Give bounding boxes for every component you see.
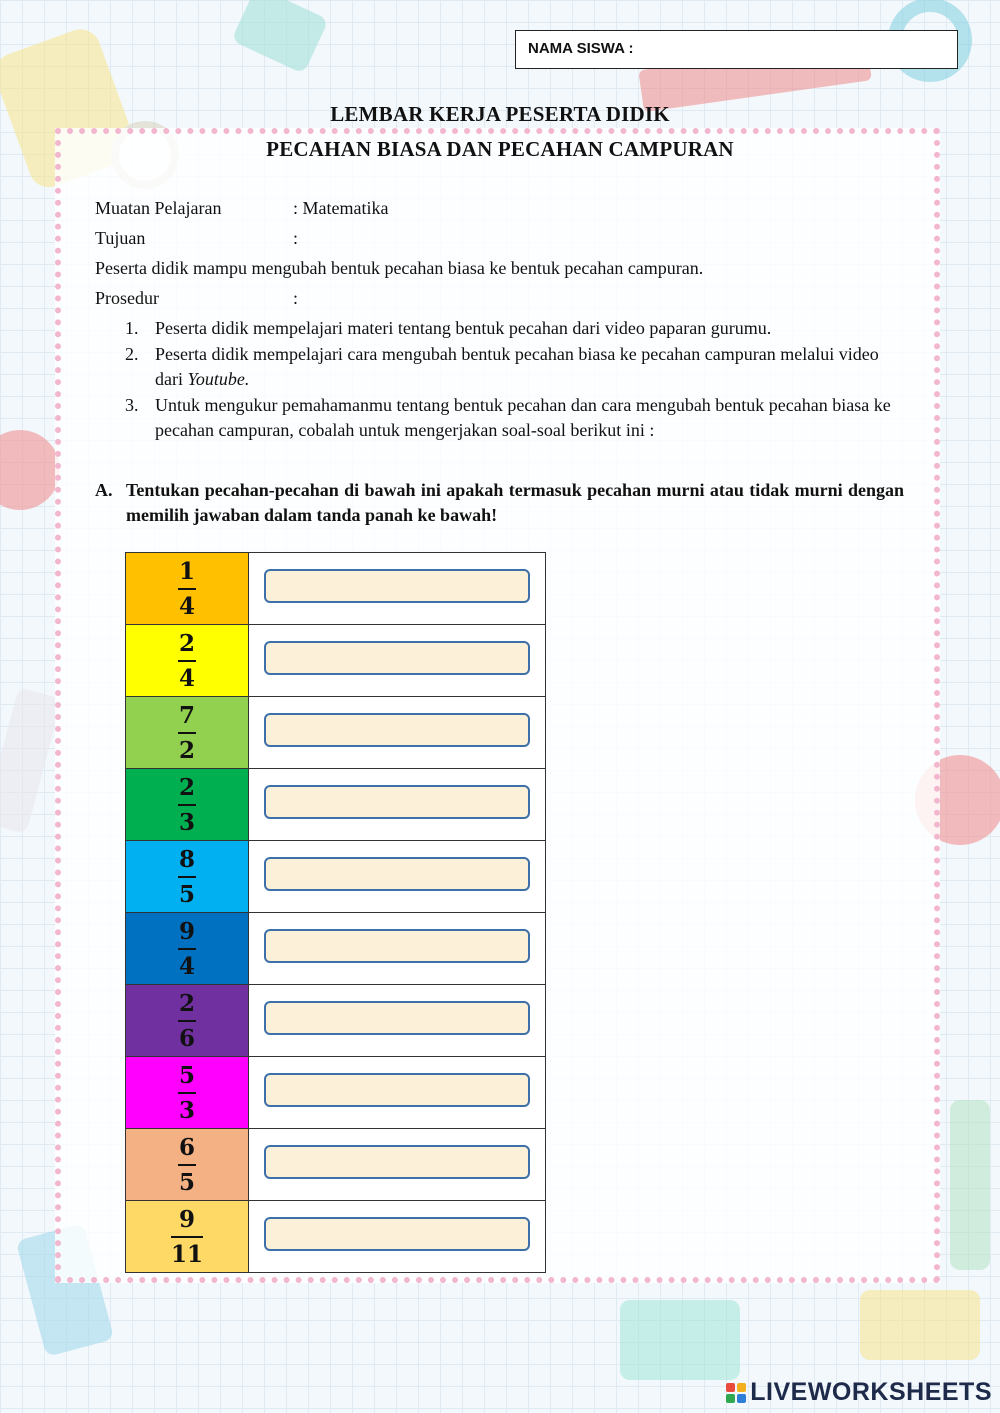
procedure-row xyxy=(95,288,298,309)
fraction xyxy=(178,846,196,908)
fraction-bar xyxy=(178,732,196,734)
worksheet-subtitle: PECAHAN BIASA DAN PECAHAN CAMPURAN xyxy=(266,137,734,161)
fraction-denominator: 6 xyxy=(178,1024,195,1052)
step-number: 1. xyxy=(125,318,139,338)
procedure-label: Prosedur xyxy=(95,288,159,308)
fraction-cell xyxy=(126,841,249,913)
fraction-cell xyxy=(126,769,249,841)
goal-row xyxy=(95,228,298,249)
goal-text: Peserta didik mampu mengubah bentuk pecahan biasa ke bentuk pecahan campuran. xyxy=(95,258,704,278)
fraction-numerator: 6 xyxy=(178,1133,195,1161)
fraction-denominator: 5 xyxy=(178,880,195,908)
fraction-cell xyxy=(126,913,249,985)
table-row xyxy=(126,1201,546,1273)
answer-cell xyxy=(249,985,546,1057)
fraction-cell xyxy=(126,697,249,769)
fraction xyxy=(171,1206,203,1268)
answer-dropdown[interactable] xyxy=(264,1073,530,1107)
fraction-bar xyxy=(178,660,196,662)
fraction-numerator: 2 xyxy=(178,773,195,801)
table-row xyxy=(126,769,546,841)
answer-cell xyxy=(249,1057,546,1129)
step-text: Peserta didik mempelajari cara mengubah bentuk pecahan biasa ke pecahan campuran melalui video dari xyxy=(155,344,879,389)
fraction-denominator: 3 xyxy=(178,808,195,836)
fraction-denominator: 2 xyxy=(178,736,195,764)
table-row xyxy=(126,553,546,625)
answer-dropdown[interactable] xyxy=(264,641,530,675)
table-row xyxy=(126,985,546,1057)
subject-value: : Matematika xyxy=(293,198,389,218)
procedure-step xyxy=(95,393,904,443)
fraction-cell xyxy=(126,625,249,697)
answer-dropdown[interactable] xyxy=(264,569,530,603)
answer-cell xyxy=(249,769,546,841)
step-text: Untuk mengukur pemahamanmu tentang bentuk pecahan dan cara mengubah bentuk pecahan biasa ke pecahan campuran, cobalah untuk mengerjakan soal-soal berikut ini : xyxy=(155,395,891,440)
fraction-numerator: 2 xyxy=(178,989,195,1017)
fraction-denominator: 11 xyxy=(170,1240,203,1268)
question-letter: A. xyxy=(95,480,113,500)
fraction-denominator: 5 xyxy=(178,1168,195,1196)
fraction-bar xyxy=(178,804,196,806)
fraction-denominator: 4 xyxy=(178,664,195,692)
fraction xyxy=(178,1134,196,1196)
fraction-cell xyxy=(126,1129,249,1201)
fraction-bar xyxy=(178,1164,196,1166)
fraction-bar xyxy=(178,1020,196,1022)
answer-dropdown[interactable] xyxy=(264,857,530,891)
worksheet-title: LEMBAR KERJA PESERTA DIDIK xyxy=(330,102,670,126)
answer-cell xyxy=(249,697,546,769)
procedure-step xyxy=(95,342,904,392)
fraction-numerator: 5 xyxy=(178,1061,195,1089)
fraction-bar xyxy=(171,1236,203,1238)
fraction-numerator: 2 xyxy=(178,629,195,657)
fraction-bar xyxy=(178,948,196,950)
table-row xyxy=(126,697,546,769)
fraction-cell xyxy=(126,1057,249,1129)
fraction-numerator: 8 xyxy=(178,845,195,873)
fraction xyxy=(178,774,196,836)
fraction-denominator: 4 xyxy=(178,952,195,980)
table-row xyxy=(126,1057,546,1129)
question-a xyxy=(95,478,904,528)
table-row xyxy=(126,913,546,985)
subject-label: Muatan Pelajaran xyxy=(95,198,222,218)
procedure-colon: : xyxy=(293,288,299,308)
logo-mark-icon xyxy=(726,1383,746,1403)
fraction xyxy=(178,558,196,620)
fraction-table xyxy=(125,552,546,1273)
fraction-cell xyxy=(126,553,249,625)
step-number: 3. xyxy=(125,395,139,415)
answer-cell xyxy=(249,841,546,913)
answer-dropdown[interactable] xyxy=(264,929,530,963)
answer-dropdown[interactable] xyxy=(264,713,530,747)
fraction-numerator: 1 xyxy=(178,557,195,585)
answer-cell xyxy=(249,625,546,697)
answer-cell xyxy=(249,553,546,625)
answer-dropdown[interactable] xyxy=(264,1145,530,1179)
procedure-step xyxy=(95,316,904,341)
fraction-denominator: 3 xyxy=(178,1096,195,1124)
answer-dropdown[interactable] xyxy=(264,1001,530,1035)
goal-colon: : xyxy=(293,228,299,248)
table-row xyxy=(126,841,546,913)
fraction-cell xyxy=(126,985,249,1057)
fraction-numerator: 9 xyxy=(178,1205,195,1233)
fraction-numerator: 9 xyxy=(178,917,195,945)
student-name-label: NAMA SISWA : xyxy=(528,40,634,57)
procedure-list xyxy=(95,316,904,444)
question-text: Tentukan pecahan-pecahan di bawah ini apakah termasuk pecahan murni atau tidak murni dengan memilih jawaban dalam tanda panah ke bawah! xyxy=(126,480,904,525)
goal-label: Tujuan xyxy=(95,228,146,248)
logo-text: LIVEWORKSHEETS xyxy=(750,1378,992,1406)
table-row xyxy=(126,1129,546,1201)
step-text: Peserta didik mempelajari materi tentang bentuk pecahan dari video paparan gurumu. xyxy=(155,318,772,338)
liveworksheets-logo xyxy=(726,1378,992,1407)
answer-cell xyxy=(249,913,546,985)
fraction xyxy=(178,630,196,692)
fraction-cell xyxy=(126,1201,249,1273)
fraction-bar xyxy=(178,1092,196,1094)
step-number: 2. xyxy=(125,344,139,364)
fraction xyxy=(178,702,196,764)
fraction-numerator: 7 xyxy=(178,701,195,729)
subject-row xyxy=(95,198,388,219)
answer-cell xyxy=(249,1129,546,1201)
answer-cell xyxy=(249,1201,546,1273)
fraction xyxy=(178,990,196,1052)
fraction xyxy=(178,1062,196,1124)
fraction-bar xyxy=(178,876,196,878)
fraction-bar xyxy=(178,588,196,590)
table-row xyxy=(126,625,546,697)
step-emphasis: Youtube. xyxy=(187,369,250,389)
answer-dropdown[interactable] xyxy=(264,785,530,819)
fraction-denominator: 4 xyxy=(178,592,195,620)
student-name-field[interactable] xyxy=(515,30,958,69)
fraction xyxy=(178,918,196,980)
answer-dropdown[interactable] xyxy=(264,1217,530,1251)
